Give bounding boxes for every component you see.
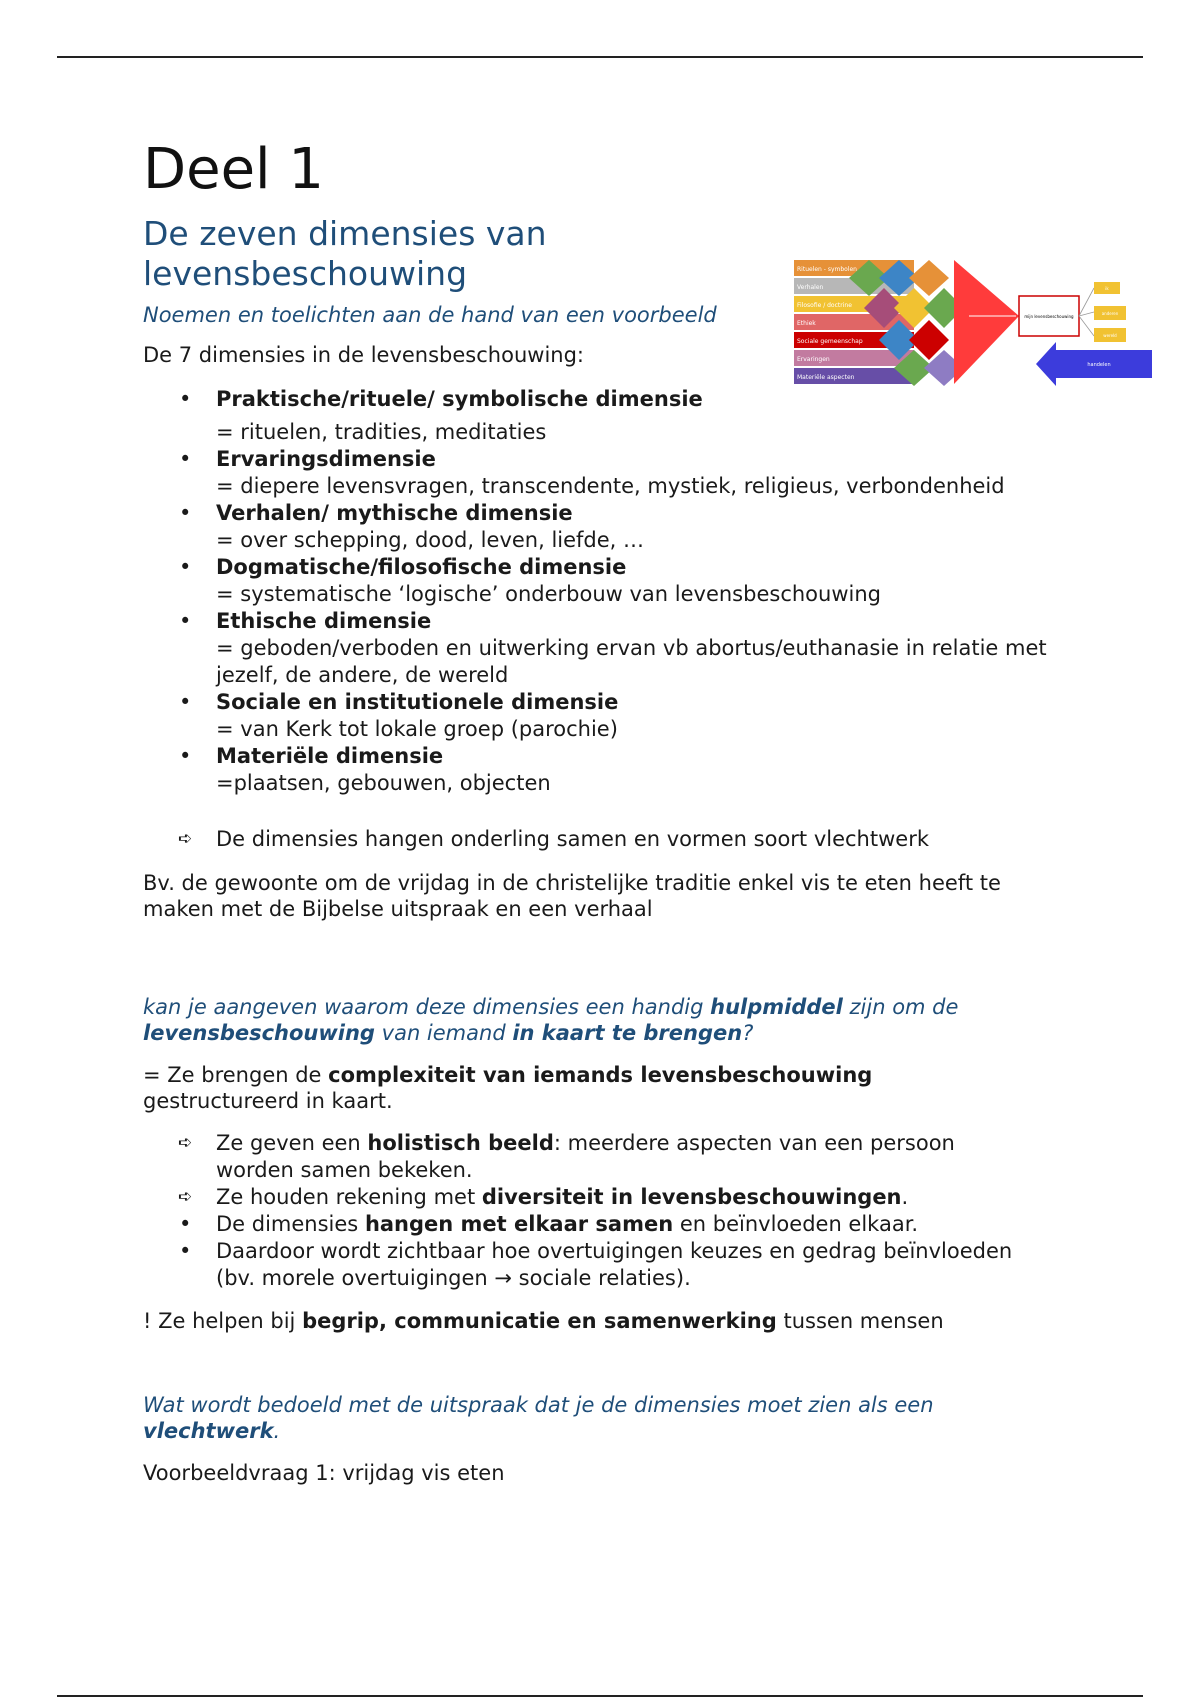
section-title: De zeven dimensies van levensbeschouwing (143, 214, 547, 293)
list-item (143, 1130, 1023, 1184)
point-text: Ze houden rekening met (216, 1185, 482, 1209)
page-title: Deel 1 (143, 137, 325, 202)
dimension-desc: = rituelen, tradities, meditaties (216, 420, 547, 444)
arrow-note-text: De dimensies hangen onderling samen en vormen soort vlechtwerk (216, 827, 929, 851)
list-item (143, 743, 1083, 797)
dimension-name: • Dogmatische/filosofische dimensie (216, 555, 627, 579)
diagram-row-label: Materiële aspecten (797, 374, 855, 381)
arrow-bullet-icon: ➪ (178, 1133, 193, 1153)
help-part: tussen mensen (776, 1309, 944, 1333)
diagram-arrow-label: handelen (1087, 362, 1111, 368)
dimension-desc: = systematische ‘logische’ onderbouw van levensbeschouwing (216, 582, 881, 606)
point-text: Ze geven een (216, 1131, 368, 1155)
point-text: en beïnvloeden elkaar. (673, 1212, 919, 1236)
point-bold: hangen met elkaar samen (364, 1212, 674, 1236)
q2-text: ? (742, 1021, 754, 1045)
dimension-name: • Verhalen/ mythische dimensie (216, 501, 573, 525)
dimensions-list (143, 386, 1083, 797)
answer-part: = Ze brengen de (143, 1063, 329, 1087)
list-item (143, 500, 1083, 554)
list-item (143, 608, 1083, 689)
point-text: Daardoor wordt zichtbaar hoe overtuigingen keuzes en gedrag beïnvloeden (bv. morele overtuigingen → sociale relaties). (216, 1239, 1013, 1290)
dimension-desc: = van Kerk tot lokale groep (parochie) (216, 717, 618, 741)
q2-text: van iemand (374, 1021, 513, 1045)
diagram-row-label: Verhalen (797, 284, 824, 291)
dimension-desc: = geboden/verboden en uitwerking ervan vb abortus/euthanasie in relatie met jezelf, de andere, de wereld (216, 636, 1047, 687)
bullet-icon: • (179, 1212, 192, 1236)
q2-text: kan je aangeven waarom deze dimensies een handig (143, 995, 711, 1019)
dimension-name: • Materiële dimensie (216, 744, 444, 768)
q2-bold: hulpmiddel (710, 995, 843, 1019)
dimension-desc: = over schepping, dood, leven, liefde, … (216, 528, 645, 552)
dimension-desc: = diepere levensvragen, transcendente, mystiek, religieus, verbondenheid (216, 474, 1005, 498)
point-text: De dimensies (216, 1212, 365, 1236)
list-item (143, 1211, 1023, 1238)
list-item (143, 1238, 1023, 1292)
dimension-name: • Sociale en institutionele dimensie (216, 690, 619, 714)
example-question: Voorbeeldvraag 1: vrijdag vis eten (143, 1461, 505, 1485)
bottom-rule (57, 1695, 1143, 1697)
question-2 (143, 994, 1043, 1046)
list-item (143, 689, 1083, 743)
dimension-name: • Ethische dimensie (216, 609, 432, 633)
answer-text (143, 1062, 943, 1114)
example-text: Bv. de gewoonte om de vrijdag in de christelijke traditie enkel vis te eten heeft te maken met de Bijbelse uitspraak en een verhaal (143, 871, 1001, 921)
point-bold: diversiteit in levensbeschouwingen (481, 1185, 902, 1209)
diagram-box-label: ik (1105, 286, 1109, 291)
list-item (143, 554, 1083, 608)
subtitle: Noemen en toelichten aan de hand van een voorbeeld (143, 303, 717, 327)
q3-text: Wat wordt bedoeld met de uitspraak dat je de dimensies moet zien als een (143, 1393, 934, 1417)
answer-bold: complexiteit van iemands levensbeschouwing (328, 1063, 873, 1087)
point-text: : meerdere aspecten van een persoon worden samen bekeken. (216, 1131, 955, 1182)
arrow-note (143, 826, 1083, 853)
help-bold: begrip, communicatie en samenwerking (302, 1309, 777, 1333)
diagram-box-label: wereld (1103, 333, 1117, 338)
intro-text: De 7 dimensies in de levensbeschouwing: (143, 343, 584, 367)
diagram-row-label: Rituelen - symbolen (797, 266, 857, 273)
dimension-name: • Praktische/rituele/ symbolische dimensie (216, 387, 703, 411)
diagram-center-label: mijn levensbeschouwing (1024, 314, 1074, 319)
q3-bold: vlechtwerk (143, 1419, 274, 1443)
question-3 (143, 1392, 1023, 1444)
q2-bold: levensbeschouwing (143, 1021, 375, 1045)
diagram-row-label: Ervaringen (797, 356, 830, 363)
diagram-row-label: Filosofie / doctrine (797, 302, 852, 309)
dimensions-diagram (794, 258, 1154, 388)
help-part: ! Ze helpen bij (143, 1309, 303, 1333)
q2-bold: in kaart te brengen (512, 1021, 743, 1045)
diagram-row-label: Ethiek (797, 320, 816, 327)
diagram-row-label: Sociale gemeenschap (797, 338, 863, 345)
bullet-icon: • (179, 1239, 192, 1263)
dimension-desc: =plaatsen, gebouwen, objecten (216, 771, 551, 795)
list-item (143, 386, 1083, 446)
dimension-name: • Ervaringsdimensie (216, 447, 436, 471)
help-text (143, 1308, 1083, 1334)
answer-part: gestructureerd in kaart. (143, 1089, 393, 1113)
arrow-bullet-icon: ➪ (178, 1187, 193, 1207)
top-rule (57, 56, 1143, 58)
point-bold: holistisch beeld (367, 1131, 554, 1155)
points-list (143, 1130, 1023, 1292)
list-item (143, 446, 1083, 500)
arrow-bullet-icon: ➪ (178, 829, 193, 849)
list-item (143, 1184, 1023, 1211)
point-text: . (901, 1185, 909, 1209)
q2-text: zijn om de (842, 995, 959, 1019)
diagram-box-label: anderen (1101, 311, 1119, 316)
q3-text: . (273, 1419, 281, 1443)
diagram-funnel (954, 260, 1019, 384)
